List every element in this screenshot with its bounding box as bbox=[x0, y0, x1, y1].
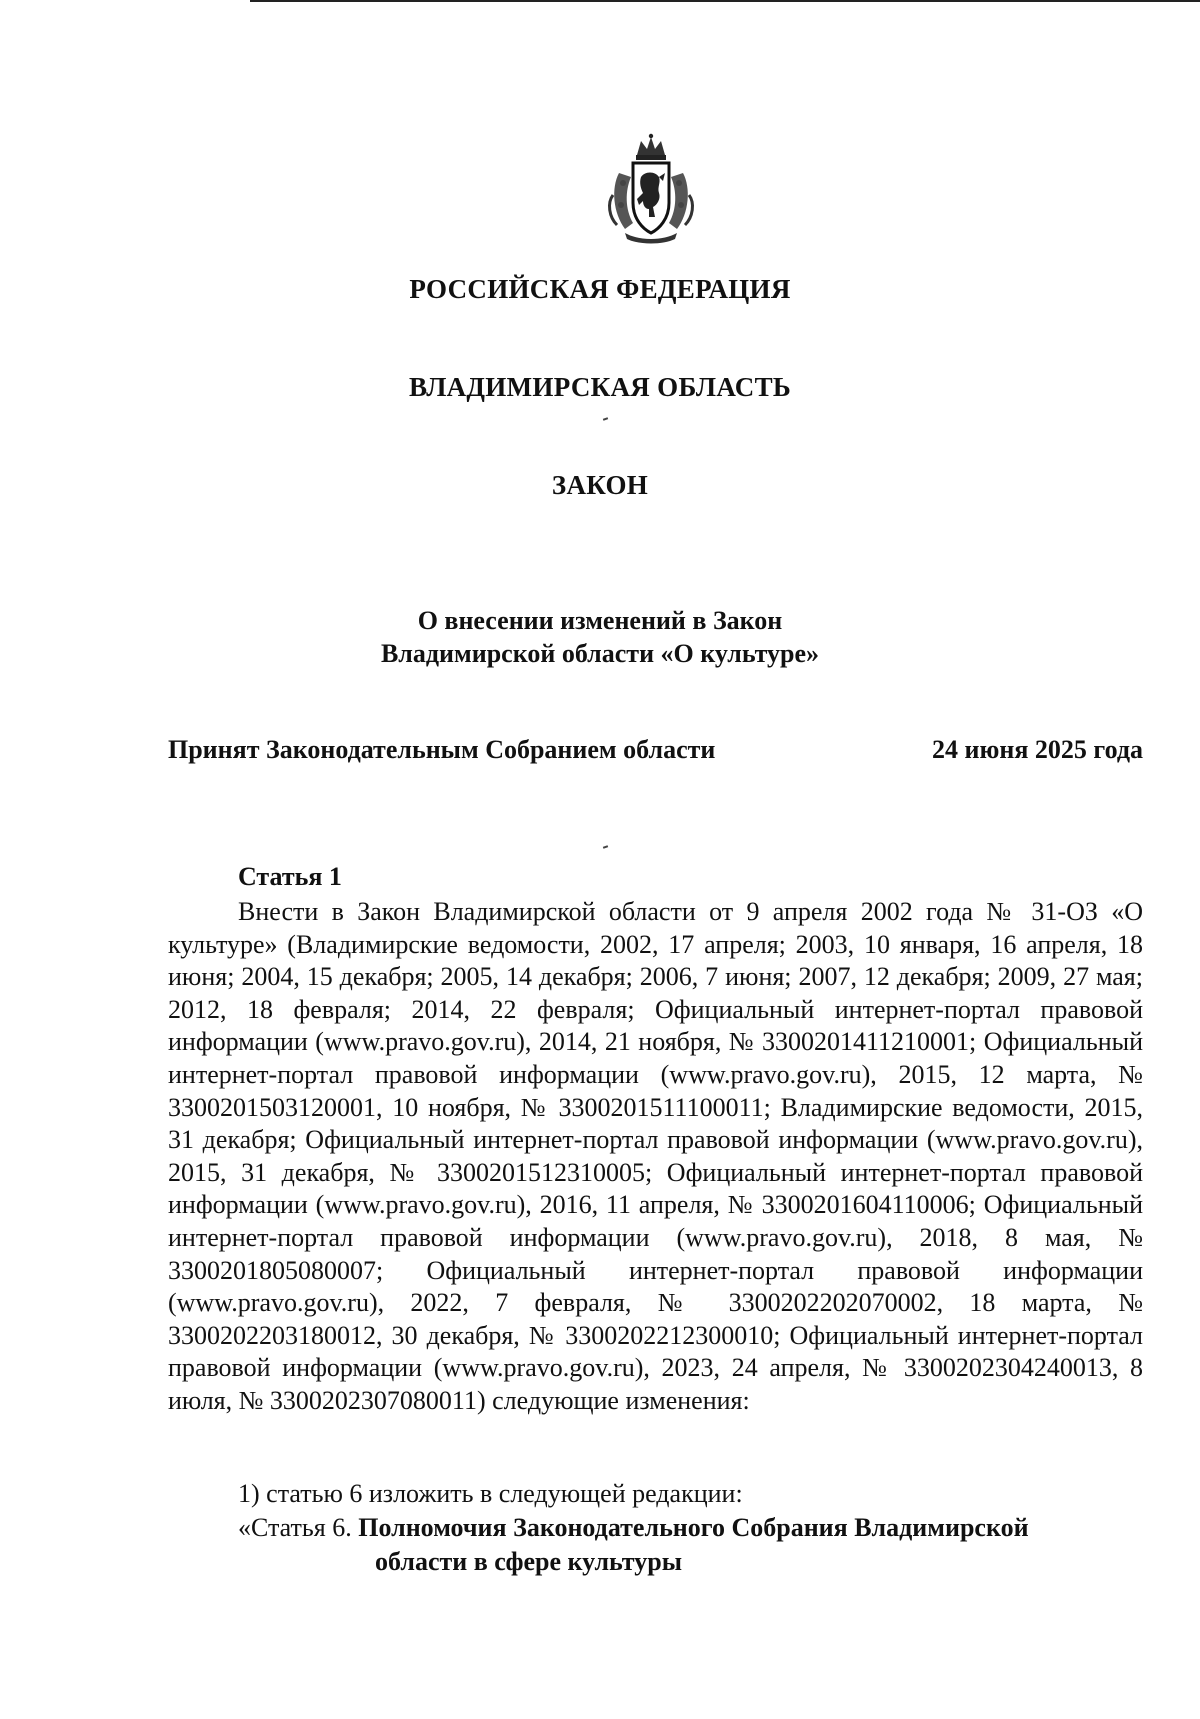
article-6-title: Полномочия Законодательного Собрания Владимирской bbox=[358, 1513, 1029, 1542]
article-6-prefix: «Статья 6. bbox=[238, 1513, 359, 1542]
vladimir-coat-of-arms-icon bbox=[603, 133, 699, 245]
article-1-title: Статья 1 bbox=[238, 862, 342, 891]
adoption-date: 24 июня 2025 года bbox=[932, 735, 1143, 764]
article-1-item-2 bbox=[238, 1512, 1029, 1544]
adoption-line bbox=[168, 735, 1143, 769]
scan-speck bbox=[603, 845, 608, 849]
law-subject-line-2: Владимирской области «О культуре» bbox=[380, 639, 820, 668]
adoption-text: Принят Законодательным Собранием области bbox=[168, 735, 716, 764]
law-subject-line-1: О внесении изменений в Закон bbox=[417, 606, 783, 635]
document-type-heading: ЗАКОН bbox=[551, 470, 649, 500]
top-border-line bbox=[250, 0, 1200, 2]
law-subject bbox=[0, 604, 1200, 670]
article-1-body: Внести в Закон Владимирской области от 9 апреля 2002 года № 31-ОЗ «О культуре» (Владимирские ведомости, 2002, 17 апреля; 2003, 10 января, 16 апреля, 18 июня; 2004, 15 декабря; 2005, 14 декабря; 2006, 7 июня; 2007, 12 декабря; 2009, 27 мая; 2012, 18 февраля; 2014, 22 февраля; Официальный интернет-портал правовой информации (www.pravo.gov.ru), 2014, 21 ноября, № 3300201411210001; Официальный интернет-портал правовой информации (www.pravo.gov.ru), 2015, 12 марта, № 3300201503120001, 10 ноября, № 3300201511100011; Владимирские ведомости, 2015, 31 декабря; Официальный интернет-портал правовой информации (www.pravo.gov.ru), 2015, 31 декабря, № 3300201512310005; Официальный интернет-портал правовой информации (www.pravo.gov.ru), 2016, 11 апреля, № 3300201604110006; Официальный интернет-портал правовой информации (www.pravo.gov.ru), 2018, 8 мая, № 3300201805080007; Официальный интернет-портал правовой информации (www.pravo.gov.ru), 2022, 7 февраля, № 3300202202070002, 18 марта, № 3300202203180012, 30 декабря, № 3300202212300010; Официальный интернет-портал правовой информации (www.pravo.gov.ru), 2023, 24 апреля, № 3300202304240013, 8 июля, № 3300202307080011) следующие изменения: bbox=[168, 897, 1143, 1415]
article-6-title-continuation: области в сфере культуры bbox=[375, 1547, 682, 1576]
scan-speck bbox=[603, 417, 608, 421]
region-heading: ВЛАДИМИРСКАЯ ОБЛАСТЬ bbox=[408, 372, 792, 402]
country-heading: РОССИЙСКАЯ ФЕДЕРАЦИЯ bbox=[409, 274, 791, 304]
article-1-item-1: 1) статью 6 изложить в следующей редакции: bbox=[238, 1479, 743, 1508]
